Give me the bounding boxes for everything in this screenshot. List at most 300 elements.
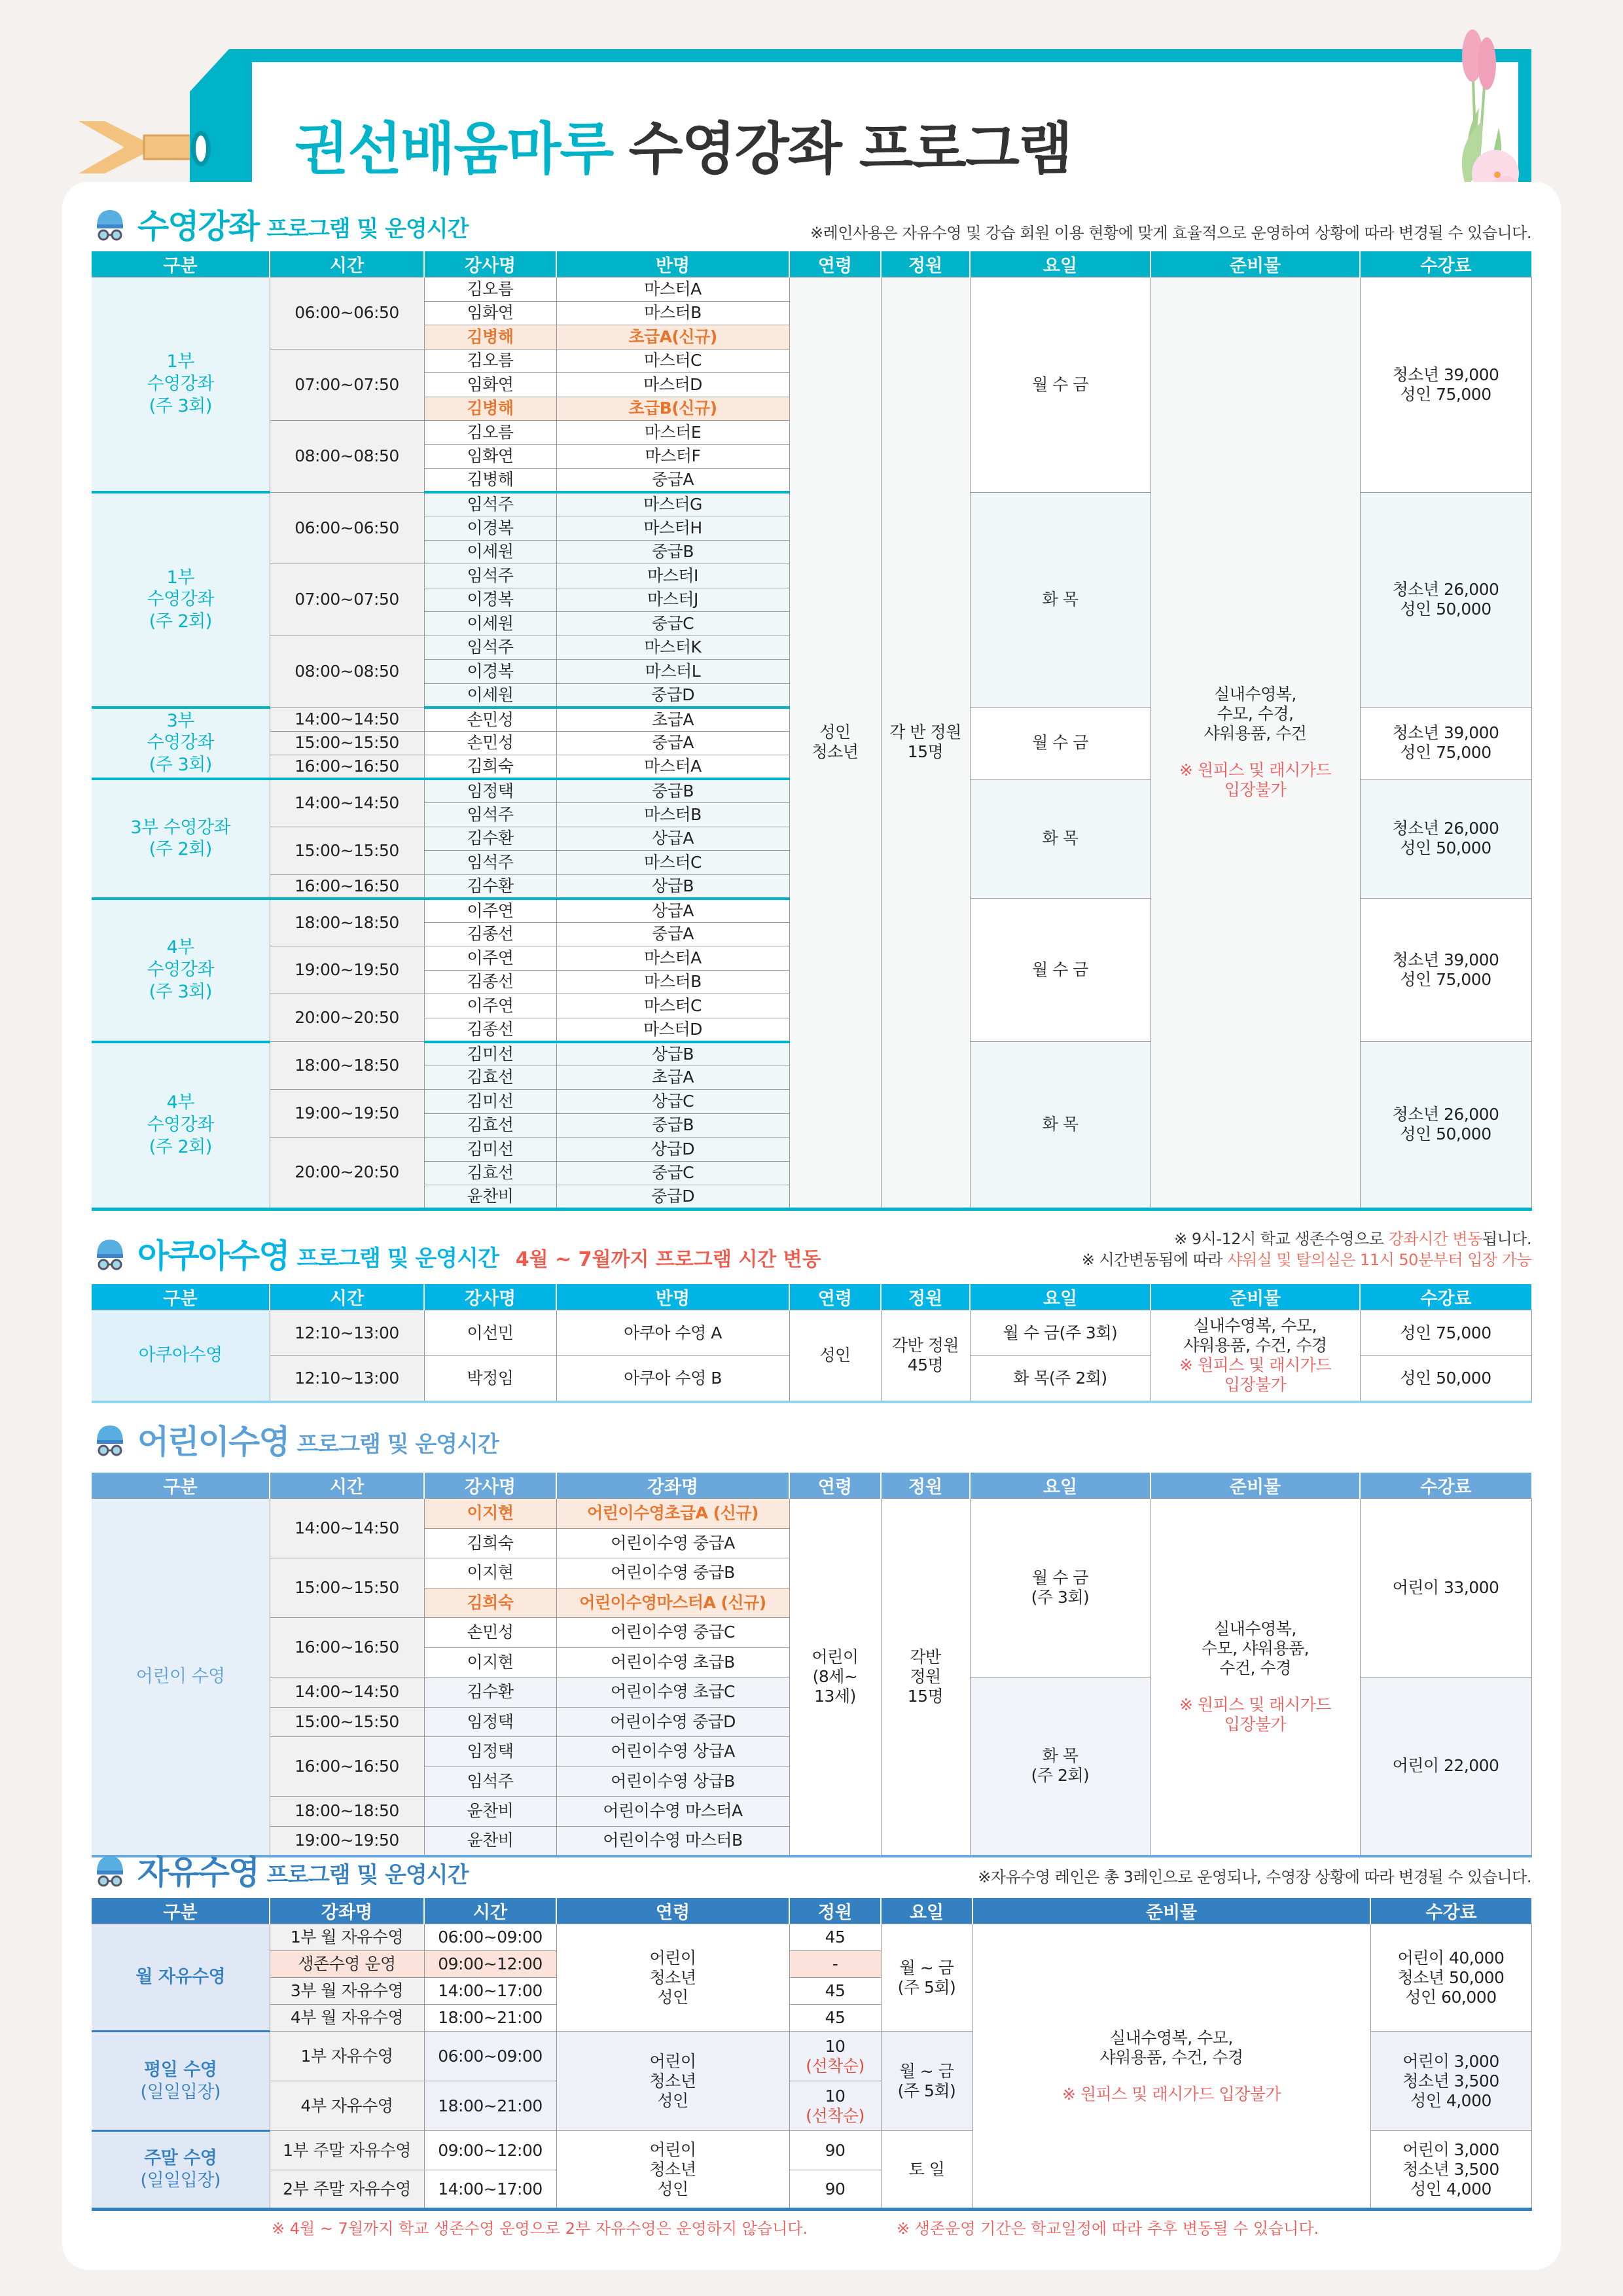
col-header: 준비물 — [1150, 1284, 1360, 1310]
teacher-cell: 김효선 — [424, 1161, 556, 1185]
program-name-cell: 1부 주말 자유수영 — [270, 2131, 424, 2170]
text-line: 어린이 40,000 — [1397, 1948, 1505, 1967]
group-label — [92, 278, 270, 493]
group-label: 어린이 수영 — [92, 1499, 270, 1856]
teacher-cell: 김오름 — [424, 421, 556, 445]
class-cell: 마스터A — [556, 755, 789, 780]
teacher-cell: 김종선 — [424, 970, 556, 994]
teacher-cell: 임정택 — [424, 779, 556, 803]
days-cell: 월 수 금(주 3회) — [970, 1310, 1150, 1356]
text-line: 수영강좌 — [147, 960, 214, 980]
teacher-cell: 이경복 — [424, 660, 556, 684]
supplies-cell: 실내수영복, 수모, 샤워용품, 수건, 수경 ※ 원피스 및 래시가드 입장불가 — [1150, 1310, 1360, 1402]
teacher-cell: 임석주 — [424, 564, 556, 588]
kids-schedule-table — [92, 1473, 1532, 1857]
text-line: 입장불가 — [1224, 1714, 1287, 1734]
class-cell: 중급B — [556, 1113, 789, 1138]
page-title — [294, 103, 1071, 185]
text-line: 실내수영복, 수모, — [1110, 2028, 1233, 2047]
class-cell: 중급D — [556, 1185, 789, 1210]
text-line: (주 5회) — [897, 2081, 956, 2100]
swim-cap-goggles-icon — [92, 1422, 128, 1458]
table-header-row — [92, 1284, 1531, 1310]
class-cell: 상급D — [556, 1138, 789, 1162]
teacher-cell: 김희숙 — [424, 1528, 556, 1558]
col-header: 수강료 — [1360, 1284, 1531, 1310]
text-line: 성인 50,000 — [1400, 1124, 1491, 1144]
footer-note-1: ※ 4월 ~ 7월까지 학교 생존수영 운영으로 2부 자유수영은 운영하지 않습니다. — [272, 2219, 808, 2238]
age-cell: 성인 — [789, 1310, 881, 1402]
time-cell: 14:00~17:00 — [424, 2170, 556, 2210]
section-title-main: 아쿠아수영 — [137, 1237, 289, 1275]
time-cell: 09:00~12:00 — [424, 1951, 556, 1978]
text-line: 성인 75,000 — [1400, 384, 1491, 404]
teacher-cell: 김희숙 — [424, 1588, 556, 1618]
class-cell: 마스터C — [556, 851, 789, 875]
fee-cell — [1370, 2032, 1531, 2131]
text-line: 15명 — [907, 1686, 944, 1706]
capacity-cell: 각반 정원 45명 — [881, 1310, 970, 1402]
fee-cell: 어린이 22,000 — [1360, 1677, 1531, 1856]
capacity-note: (선착순) — [806, 2056, 865, 2075]
class-cell: 어린이수영 마스터B — [556, 1826, 789, 1856]
class-cell: 마스터L — [556, 660, 789, 684]
time-cell: 18:00~21:00 — [424, 2005, 556, 2032]
teacher-cell: 김수환 — [424, 827, 556, 851]
col-header: 연령 — [789, 1284, 881, 1310]
capacity-value: 10 — [825, 2086, 846, 2106]
class-cell: 마스터G — [556, 492, 789, 516]
text-line: 청소년 3,500 — [1402, 2159, 1499, 2179]
teacher-cell: 김오름 — [424, 349, 556, 373]
class-cell: 마스터H — [556, 516, 789, 541]
text-line: 각반 — [910, 1647, 941, 1666]
capacity-note: (선착순) — [806, 2106, 865, 2125]
text-line: 청소년 50,000 — [1397, 1967, 1505, 1987]
teacher-cell: 임정택 — [424, 1707, 556, 1737]
text-line: (주 2회) — [1031, 1766, 1090, 1785]
col-header: 시간 — [270, 1473, 424, 1499]
group-label — [92, 899, 270, 1042]
group-name: 월 자유수영 — [135, 1967, 226, 1988]
capacity-cell — [881, 278, 970, 1210]
capacity-cell — [789, 1924, 881, 1951]
class-cell: 상급B — [556, 874, 789, 899]
schedule-change-notice: 4월 ~ 7월까지 프로그램 시간 변동 — [515, 1248, 821, 1271]
section-title-sub: 프로그램 및 운영시간 — [296, 1246, 499, 1272]
group-label — [92, 2032, 270, 2131]
class-cell: 어린이수영 초급B — [556, 1647, 789, 1677]
class-cell: 초급A(신규) — [556, 325, 789, 350]
text-line: 수영강좌 — [147, 1115, 214, 1136]
teacher-cell: 이주연 — [424, 899, 556, 923]
class-cell: 마스터E — [556, 421, 789, 445]
age-cell — [556, 1924, 789, 2032]
text-line: 청소년 — [812, 742, 859, 762]
text-line: 성인 60,000 — [1405, 1987, 1497, 2007]
text-line: 어린이 — [649, 1948, 696, 1967]
text-line: (주 3회) — [149, 395, 212, 416]
class-cell: 중급A — [556, 922, 789, 946]
time-cell: 16:00~16:50 — [270, 1618, 424, 1677]
teacher-cell: 이세원 — [424, 683, 556, 708]
age-cell — [789, 278, 881, 1210]
text-line: (주 3회) — [149, 755, 212, 776]
fee-cell: 어린이 33,000 — [1360, 1499, 1531, 1677]
group-name: 평일 수영 — [144, 2059, 217, 2080]
text-line: 성인 50,000 — [1400, 600, 1491, 619]
class-cell: 상급C — [556, 1090, 789, 1114]
col-header: 강좌명 — [270, 1898, 424, 1924]
aqua-note-1: ※ 9시-12시 학교 생존수영으로 강좌시간 변동됩니다. — [1174, 1230, 1531, 1248]
text-line: 샤워용품, 수건 — [1204, 724, 1307, 744]
fee-cell — [1360, 779, 1531, 899]
time-cell: 14:00~14:50 — [270, 779, 424, 827]
col-header: 준비물 — [1150, 251, 1360, 278]
age-cell — [789, 1499, 881, 1856]
supplies-cell — [1150, 1499, 1360, 1856]
table-row — [92, 1924, 1531, 1951]
text-line: ※ 원피스 및 래시가드 — [1179, 1695, 1331, 1714]
text-line: 월 수 금 — [1032, 1568, 1088, 1587]
teacher-cell: 김희숙 — [424, 755, 556, 780]
time-cell: 20:00~20:50 — [270, 1138, 424, 1210]
swim-cap-goggles-icon — [92, 1236, 128, 1272]
text-line: 수영강좌 — [147, 374, 214, 395]
swim-cap-goggles-icon — [92, 1852, 128, 1889]
class-cell: 상급A — [556, 899, 789, 923]
text-line: 4부 — [166, 937, 194, 958]
aqua-schedule-table — [92, 1284, 1532, 1403]
class-cell: 어린이수영 상급A — [556, 1737, 789, 1767]
class-cell: 마스터F — [556, 444, 789, 469]
text-line: 각 반 정원 — [889, 723, 961, 742]
group-label — [92, 1924, 270, 2032]
text-line: 성인 4,000 — [1410, 2090, 1491, 2110]
aqua-notes — [1082, 1229, 1531, 1271]
tulip-flower-icon — [1433, 23, 1531, 206]
class-cell: 마스터K — [556, 636, 789, 660]
swim-cap-goggles-icon — [92, 206, 128, 243]
class-cell: 초급B(신규) — [556, 397, 789, 421]
col-header: 연령 — [789, 251, 881, 278]
group-name: 주말 수영 — [144, 2148, 217, 2169]
teacher-cell: 박정임 — [424, 1356, 556, 1402]
text-line: 샤워용품, 수건, 수경 — [1099, 2047, 1243, 2067]
group-label — [92, 1042, 270, 1210]
text-line: 성인 75,000 — [1400, 970, 1491, 989]
time-cell: 15:00~15:50 — [270, 827, 424, 874]
section-title-main: 자유수영 — [137, 1854, 259, 1892]
col-header: 정원 — [881, 1284, 970, 1310]
time-cell: 16:00~16:50 — [270, 755, 424, 780]
time-cell: 18:00~18:50 — [270, 899, 424, 946]
text-line: 청소년 3,500 — [1402, 2071, 1499, 2090]
text-line: 청소년 26,000 — [1392, 1105, 1499, 1124]
days-cell: 화 목 — [970, 779, 1150, 899]
time-cell: 18:00~21:00 — [424, 2081, 556, 2131]
page-title-program: 수영강좌 프로그램 — [628, 117, 1072, 182]
time-cell: 19:00~19:50 — [270, 946, 424, 994]
teacher-cell: 김효선 — [424, 1066, 556, 1090]
program-name-cell: 4부 월 자유수영 — [270, 2005, 424, 2032]
teacher-cell: 윤찬비 — [424, 1185, 556, 1210]
text-line: 월 ~ 금 — [899, 2061, 954, 2081]
fee-cell — [1360, 278, 1531, 493]
capacity-value: 45 — [825, 2008, 846, 2027]
page-title-venue: 권선배움마루 — [294, 117, 613, 182]
supplies-cell — [1150, 278, 1360, 1210]
time-cell: 07:00~07:50 — [270, 349, 424, 421]
footer-note-2: ※ 생존운영 기간은 학교일정에 따라 추후 변동될 수 있습니다. — [897, 2219, 1319, 2238]
text-line: 성인 — [819, 723, 851, 742]
text-line: 수모, 샤워용품, — [1201, 1638, 1310, 1658]
col-header: 준비물 — [972, 1898, 1370, 1924]
table-header-row — [92, 251, 1531, 278]
col-header: 구분 — [92, 1473, 270, 1499]
text-line: 수영강좌 — [147, 589, 214, 610]
text-line: 청소년 — [649, 2159, 696, 2179]
text-line: 3부 수영강좌 — [130, 817, 231, 838]
group-label — [92, 2131, 270, 2210]
col-header: 구분 — [92, 1898, 270, 1924]
teacher-cell: 김미선 — [424, 1090, 556, 1114]
days-cell — [970, 1499, 1150, 1677]
teacher-cell: 김병해 — [424, 325, 556, 350]
days-cell — [881, 1924, 972, 2032]
group-subtitle: (일일입장) — [140, 2081, 221, 2102]
class-cell: 어린이수영 중급B — [556, 1558, 789, 1588]
table-row — [92, 278, 1531, 302]
text-line: 수모, 수경, — [1217, 704, 1294, 724]
section-title-main: 어린이수영 — [137, 1423, 289, 1461]
class-cell: 상급A — [556, 827, 789, 851]
time-cell: 15:00~15:50 — [270, 1558, 424, 1618]
class-cell: 중급C — [556, 1161, 789, 1185]
col-header: 강사명 — [424, 1284, 556, 1310]
fee-cell — [1360, 708, 1531, 780]
text-line: 실내수영복, — [1214, 1619, 1296, 1638]
text-line: 청소년 26,000 — [1392, 580, 1499, 600]
text-line: 어린이 3,000 — [1402, 2140, 1499, 2159]
col-header: 시간 — [270, 251, 424, 278]
teacher-cell: 이지현 — [424, 1647, 556, 1677]
text-line: 청소년 26,000 — [1392, 819, 1499, 838]
supplies-cell — [972, 1924, 1370, 2210]
time-cell: 09:00~12:00 — [424, 2131, 556, 2170]
col-header: 시간 — [270, 1284, 424, 1310]
teacher-cell: 임석주 — [424, 851, 556, 875]
class-cell: 초급A — [556, 708, 789, 732]
fee-cell — [1370, 1924, 1531, 2032]
text-line: (주 3회) — [1031, 1588, 1090, 1607]
time-cell: 16:00~16:50 — [270, 1737, 424, 1797]
capacity-cell — [789, 2032, 881, 2081]
col-header: 수강료 — [1360, 1473, 1531, 1499]
col-header: 반명 — [556, 1284, 789, 1310]
text-line: 1부 — [166, 351, 194, 372]
spacer — [1154, 744, 1357, 761]
text-line: 월 ~ 금 — [899, 1958, 954, 1977]
table-header-row — [92, 1473, 1531, 1499]
text-line: 1부 — [166, 567, 194, 588]
table-row — [92, 1310, 1531, 1356]
capacity-value: 90 — [825, 2179, 846, 2198]
teacher-cell: 김병해 — [424, 397, 556, 421]
fee-cell — [1360, 492, 1531, 708]
col-header: 요일 — [970, 1473, 1150, 1499]
text-line: 3부 — [166, 710, 194, 731]
days-cell: 월 수 금 — [970, 708, 1150, 780]
class-cell: 마스터B — [556, 803, 789, 827]
group-label — [92, 708, 270, 780]
section-title-sub: 프로그램 및 운영시간 — [266, 216, 469, 243]
lane-usage-note: ※레인사용은 자유수영 및 강습 회원 이용 현황에 맞게 효율적으로 운영하여 상황에 따라 변경될 수 있습니다. — [810, 224, 1531, 242]
text-line: 13세) — [814, 1686, 856, 1706]
aqua-section-title — [92, 1236, 821, 1275]
class-cell: 어린이수영마스터A (신규) — [556, 1588, 789, 1618]
class-cell: 마스터C — [556, 349, 789, 373]
class-cell: 중급A — [556, 731, 789, 755]
class-cell: 초급A — [556, 1066, 789, 1090]
teacher-cell: 임석주 — [424, 803, 556, 827]
text-line: 정원 — [910, 1666, 941, 1686]
fee-cell — [1370, 2131, 1531, 2210]
text-line: 성인 — [657, 2179, 688, 2198]
teacher-cell: 이주연 — [424, 994, 556, 1018]
tag-hole-icon — [191, 131, 211, 166]
text-line: 15명 — [907, 742, 944, 762]
col-header: 준비물 — [1150, 1473, 1360, 1499]
col-header: 강사명 — [424, 1473, 556, 1499]
text-line: (주 2회) — [149, 1136, 212, 1157]
time-cell: 08:00~08:50 — [270, 636, 424, 708]
text-line: 청소년 — [649, 1967, 696, 1987]
time-cell: 08:00~08:50 — [270, 421, 424, 493]
capacity-value: - — [832, 1954, 838, 1973]
teacher-cell: 손민성 — [424, 708, 556, 732]
section-title-main: 수영강좌 — [137, 207, 259, 245]
capacity-value: 10 — [825, 2036, 846, 2056]
capacity-value: 90 — [825, 2140, 846, 2160]
col-header: 수강료 — [1370, 1898, 1531, 1924]
class-cell: 어린이수영 중급C — [556, 1618, 789, 1648]
text-line: 어린이 3,000 — [1402, 2051, 1499, 2071]
days-cell — [881, 2032, 972, 2131]
lesson-schedule-table — [92, 251, 1532, 1211]
teacher-cell: 김수환 — [424, 1677, 556, 1708]
teacher-cell: 김오름 — [424, 278, 556, 302]
text-line: 화 목 — [1042, 1746, 1079, 1766]
col-header: 정원 — [789, 1898, 881, 1924]
class-cell: 마스터C — [556, 994, 789, 1018]
teacher-cell: 윤찬비 — [424, 1826, 556, 1856]
text-line: 수영강좌 — [147, 732, 214, 753]
teacher-cell: 이세원 — [424, 540, 556, 564]
class-cell: 어린이수영 상급B — [556, 1767, 789, 1797]
spacer — [976, 2068, 1368, 2085]
class-cell: 중급C — [556, 612, 789, 636]
group-label: 아쿠아수영 — [92, 1310, 270, 1402]
teacher-cell: 김미선 — [424, 1138, 556, 1162]
col-header: 강좌명 — [556, 1473, 789, 1499]
capacity-cell — [881, 1499, 970, 1856]
time-cell: 06:00~09:00 — [424, 2032, 556, 2081]
teacher-cell: 임화연 — [424, 444, 556, 469]
time-cell: 14:00~14:50 — [270, 1499, 424, 1558]
teacher-cell: 임석주 — [424, 636, 556, 660]
fee-cell: 성인 50,000 — [1360, 1356, 1531, 1402]
col-header: 요일 — [881, 1898, 972, 1924]
lesson-section-title — [92, 206, 468, 243]
teacher-cell: 임화연 — [424, 301, 556, 325]
age-cell — [556, 2131, 789, 2210]
class-cell: 중급B — [556, 779, 789, 803]
text-line: (주 5회) — [897, 1977, 956, 1997]
time-cell: 19:00~19:50 — [270, 1090, 424, 1138]
group-label — [92, 779, 270, 899]
program-name-cell: 1부 월 자유수영 — [270, 1924, 424, 1951]
text-line: 실내수영복, — [1214, 685, 1296, 704]
teacher-cell: 이선민 — [424, 1310, 556, 1356]
text-line: (주 3회) — [149, 981, 212, 1002]
col-header: 정원 — [881, 1473, 970, 1499]
class-cell: 중급D — [556, 683, 789, 708]
class-cell: 마스터D — [556, 373, 789, 397]
class-cell: 마스터A — [556, 946, 789, 971]
time-cell: 14:00~14:50 — [270, 1677, 424, 1708]
text-line: 어린이 — [812, 1647, 859, 1666]
text-line: 청소년 39,000 — [1392, 950, 1499, 969]
class-cell: 마스터A — [556, 278, 789, 302]
teacher-cell: 김병해 — [424, 469, 556, 493]
free-swim-table — [92, 1898, 1532, 2211]
text-line: (주 2회) — [149, 611, 212, 632]
text-line: 4부 — [166, 1092, 194, 1113]
capacity-cell — [789, 2005, 881, 2032]
text-line: (주 2회) — [149, 839, 212, 860]
text-line: 성인 — [657, 2090, 688, 2110]
time-cell: 06:00~09:00 — [424, 1924, 556, 1951]
teacher-cell: 김효선 — [424, 1113, 556, 1138]
teacher-cell: 김종선 — [424, 922, 556, 946]
days-cell: 화 목(주 2회) — [970, 1356, 1150, 1402]
teacher-cell: 이경복 — [424, 516, 556, 541]
capacity-value: 45 — [825, 1928, 846, 1946]
days-cell: 화 목 — [970, 492, 1150, 708]
text-line: 어린이 — [649, 2140, 696, 2159]
time-cell: 18:00~18:50 — [270, 1042, 424, 1090]
capacity-cell — [789, 1978, 881, 2005]
col-header: 연령 — [556, 1898, 789, 1924]
table-header-row — [92, 1898, 1531, 1924]
col-header: 반명 — [556, 251, 789, 278]
col-header: 구분 — [92, 1284, 270, 1310]
col-header: 강사명 — [424, 251, 556, 278]
time-cell: 12:10~13:00 — [270, 1356, 424, 1402]
aqua-note-2: ※ 시간변동됨에 따라 샤워실 및 탈의실은 11시 50분부터 입장 가능 — [1081, 1251, 1531, 1270]
section-title-sub: 프로그램 및 운영시간 — [266, 1862, 469, 1889]
class-cell: 어린이수영 초급C — [556, 1677, 789, 1708]
teacher-cell: 김미선 — [424, 1042, 556, 1066]
teacher-cell: 임정택 — [424, 1737, 556, 1767]
class-cell: 중급B — [556, 540, 789, 564]
days-cell — [970, 1677, 1150, 1856]
text-line: 청소년 — [649, 2071, 696, 2090]
free-lane-note: ※자유수영 레인은 총 3레인으로 운영되나, 수영장 상황에 따라 변경될 수 있습니다. — [978, 1868, 1531, 1886]
time-cell: 14:00~14:50 — [270, 708, 424, 732]
fee-cell: 성인 75,000 — [1360, 1310, 1531, 1356]
